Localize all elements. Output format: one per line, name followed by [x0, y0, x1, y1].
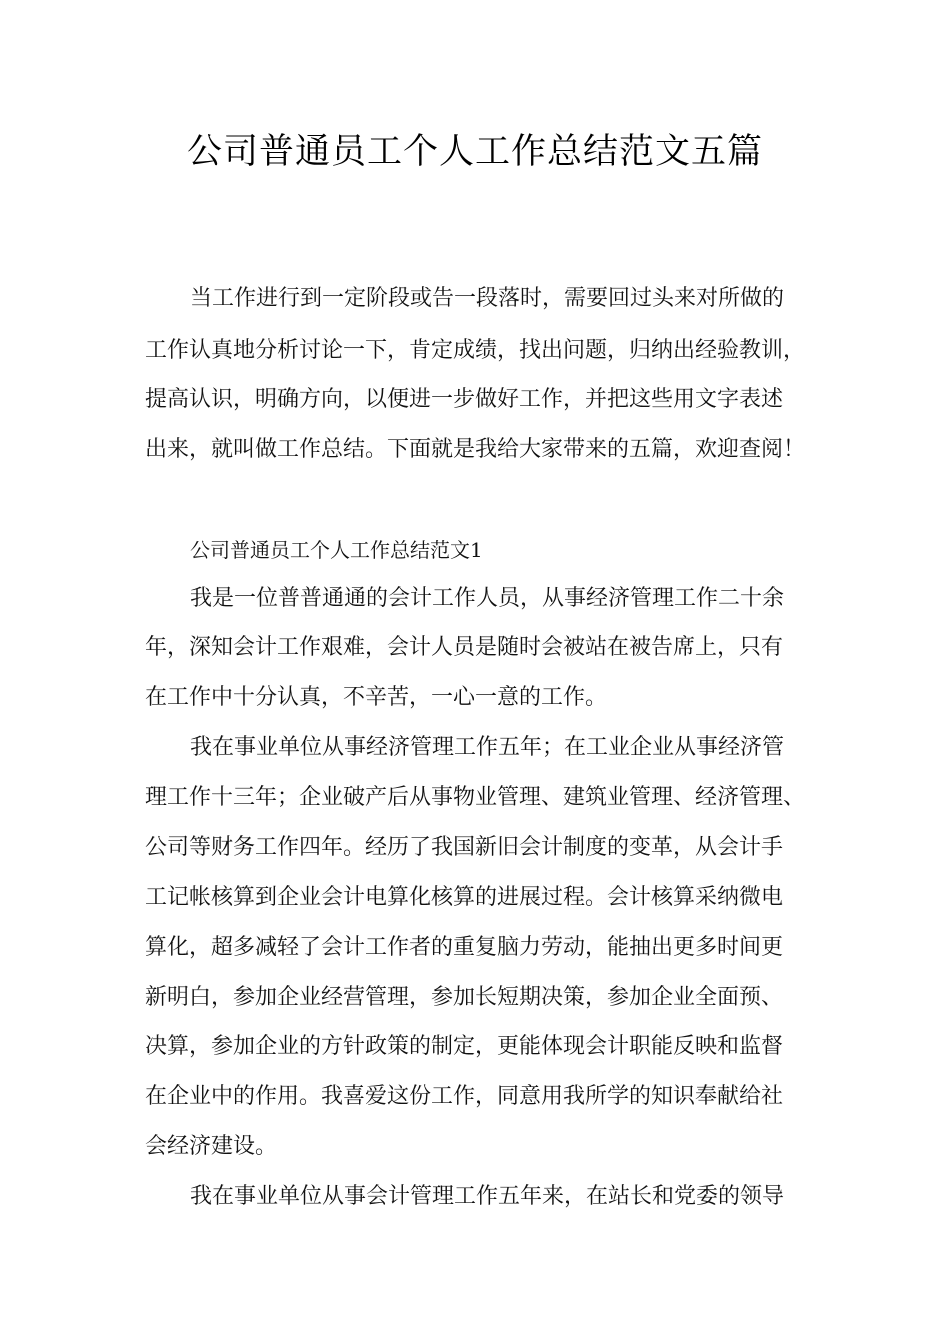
intro-line-2: 工作认真地分析讨论一下，肯定成绩，找出问题，归纳出经验教训，: [145, 338, 806, 363]
paragraph2-line-3: 公司等财务工作四年。经历了我国新旧会计制度的变革，从会计手: [145, 835, 784, 860]
paragraph2-line-4: 工记帐核算到企业会计电算化核算的进展过程。会计核算采纳微电: [145, 885, 784, 910]
document-title: 公司普通员工个人工作总结范文五篇: [186, 132, 763, 172]
paragraph2-line-8: 在企业中的作用。我喜爱这份工作，同意用我所学的知识奉献给社: [145, 1084, 784, 1109]
paragraph1-line-2: 年，深知会计工作艰难，会计人员是随时会被站在被告席上，只有: [145, 635, 784, 660]
paragraph2-line-2: 理工作十三年；企业破产后从事物业管理、建筑业管理、经济管理、: [145, 785, 806, 810]
intro-line-4: 出来，就叫做工作总结。下面就是我给大家带来的五篇，欢迎查阅！: [145, 437, 806, 462]
intro-line-1: 当工作进行到一定阶段或告一段落时，需要回过头来对所做的: [190, 286, 785, 311]
paragraph2-line-9: 会经济建设。: [145, 1134, 278, 1159]
section-heading: 公司普通员工个人工作总结范文1: [190, 538, 483, 562]
intro-line-3: 提高认识，明确方向，以便进一步做好工作，并把这些用文字表述: [145, 387, 784, 412]
paragraph2-line-5: 算化，超多减轻了会计工作者的重复脑力劳动，能抽出更多时间更: [145, 935, 784, 960]
paragraph2-line-1: 我在事业单位从事经济管理工作五年；在工业企业从事经济管: [190, 735, 785, 760]
paragraph2-line-6: 新明白，参加企业经营管理，参加长短期决策，参加企业全面预、: [145, 985, 784, 1010]
paragraph1-line-1: 我是一位普普通通的会计工作人员，从事经济管理工作二十余: [190, 586, 785, 611]
paragraph3-line-1: 我在事业单位从事会计管理工作五年来，在站长和党委的领导: [190, 1184, 785, 1209]
paragraph2-line-7: 决算，参加企业的方针政策的制定，更能体现会计职能反映和监督: [145, 1034, 784, 1059]
paragraph1-line-3: 在工作中十分认真，不辛苦，一心一意的工作。: [145, 685, 608, 710]
